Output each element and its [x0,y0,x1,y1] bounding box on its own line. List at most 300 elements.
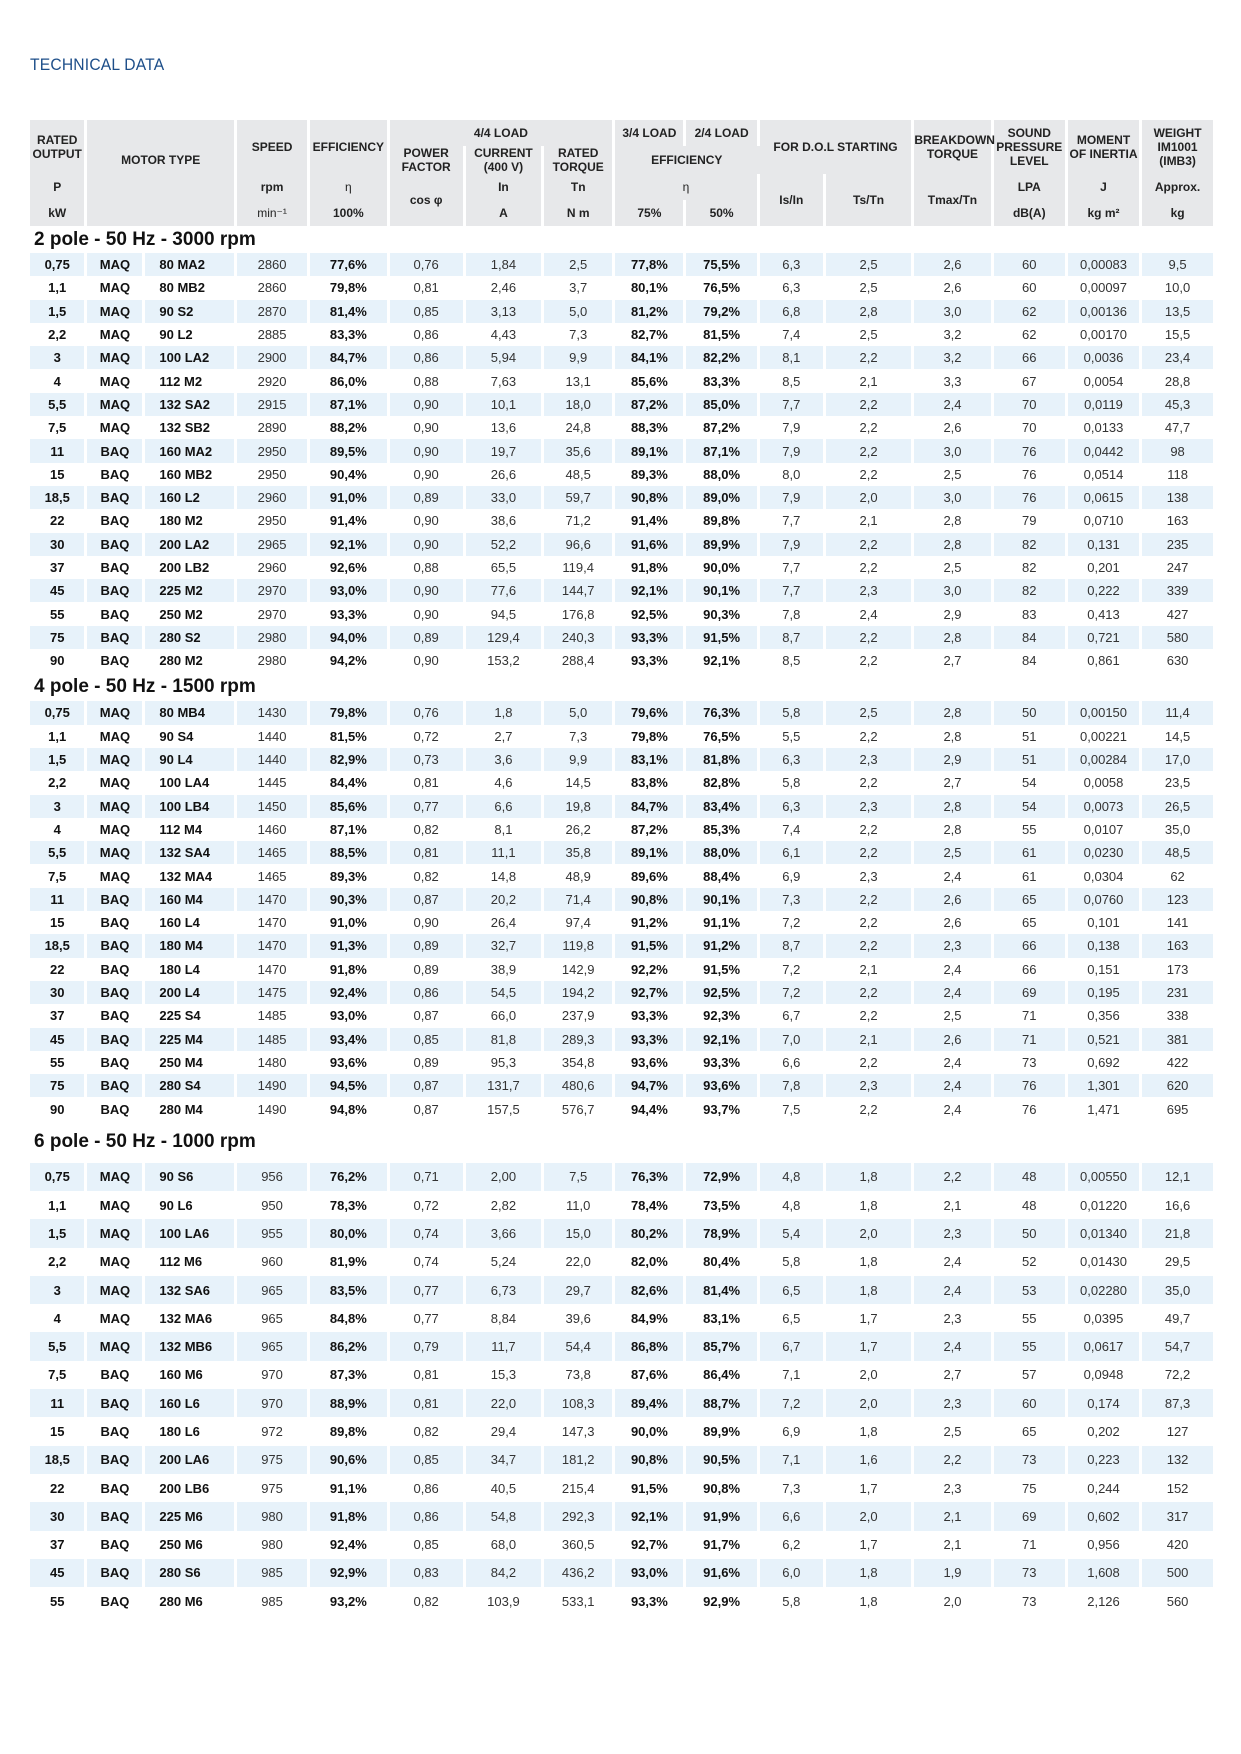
table-row [30,1248,1213,1276]
cell-weight: 427 [1166,606,1189,622]
cell-efficiency: 88,9% [309,1389,388,1417]
cell-ts-tn: 2,8 [824,300,912,323]
table-row [30,1389,1213,1417]
cell-ts-tn: 2,2 [824,934,912,957]
cell-current: 3,6 [464,748,542,771]
cell-efficiency-50: 83,1% [685,1304,758,1332]
cell-current: 2,00 [464,1163,542,1191]
cell-ts-tn: 2,2 [824,1097,912,1120]
cell-sound-level: 66 [992,958,1066,981]
cell-weight: 16,6 [1164,1197,1191,1213]
table-row [30,725,1213,748]
cell-efficiency-75: 92,1% [614,1502,685,1530]
cell-sound-level: 75 [992,1474,1066,1502]
cell-power-factor: 0,82 [388,1417,464,1445]
cell-speed: 2950 [235,509,308,532]
cell-series: BAQ [86,649,144,672]
cell-rated-torque: 533,1 [543,1587,614,1615]
table-row [30,300,1213,323]
cell-power-factor: 0,90 [388,602,464,625]
cell-ts-tn: 1,8 [824,1417,912,1445]
cell-weight: 500 [1141,1559,1213,1587]
table-row [30,1587,1213,1615]
cell-speed: 956 [235,1163,308,1191]
cell-is-in: 7,4 [758,323,824,346]
table-row [30,1004,1213,1027]
cell-tmax-tn: 2,3 [913,934,992,957]
cell-frame: 280 S4 [144,1074,236,1097]
cell-efficiency: 81,9% [309,1248,388,1276]
cell-power-factor: 0,74 [388,1248,464,1276]
cell-sound-level: 55 [992,818,1066,841]
cell-efficiency-75: 79,8% [614,725,685,748]
section-title: 4 pole - 50 Hz - 1500 rpm [30,672,1213,701]
cell-frame: 80 MB4 [144,701,236,724]
cell-series: BAQ [86,934,144,957]
cell-weight: 12,1 [1141,1163,1213,1191]
cell-speed: 2980 [235,649,308,672]
header-symbol-p: P [30,174,86,200]
cell-frame: 250 M6 [144,1531,236,1559]
cell-rated-output: 3 [30,1276,86,1304]
header-symbol-cos: cos φ [388,174,464,226]
cell-is-in: 6,6 [758,1502,824,1530]
cell-inertia: 0,01430 [1066,1248,1140,1276]
cell-current: 15,3 [464,1361,542,1389]
cell-is-in: 7,7 [758,509,824,532]
header-symbol-lpa: LPA [992,174,1066,200]
cell-speed: 2900 [235,346,308,369]
cell-ts-tn: 2,0 [824,1361,912,1389]
cell-efficiency-75: 91,5% [614,934,685,957]
header-symbol-approx: Approx. [1141,174,1213,200]
cell-inertia: 0,00083 [1066,253,1140,276]
cell-inertia: 0,0304 [1066,864,1140,887]
cell-ts-tn: 2,1 [824,509,912,532]
cell-frame: 280 S2 [144,626,236,649]
cell-efficiency-75: 92,7% [614,981,685,1004]
cell-tmax-tn: 2,4 [913,1248,992,1276]
cell-rated-output: 11 [30,888,86,911]
cell-series: MAQ [86,369,144,392]
cell-rated-output: 30 [30,981,86,1004]
cell-efficiency-75: 84,1% [614,346,685,369]
cell-ts-tn: 1,7 [824,1474,912,1502]
cell-efficiency-75: 83,8% [614,771,685,794]
table-row [30,888,1213,911]
cell-tmax-tn: 2,6 [913,253,992,276]
cell-rated-output: 3 [30,795,86,818]
cell-efficiency-75: 94,7% [614,1074,685,1097]
cell-rated-torque: 71,4 [543,888,614,911]
cell-efficiency: 89,3% [309,864,388,887]
cell-tmax-tn: 2,0 [913,1587,992,1615]
cell-inertia: 0,0948 [1066,1361,1140,1389]
cell-weight: 580 [1141,626,1213,649]
cell-sound-level: 66 [992,346,1066,369]
cell-sound-level: 83 [992,602,1066,625]
cell-efficiency: 87,1% [309,818,388,841]
cell-rated-torque: 240,3 [543,626,614,649]
cell-is-in: 7,7 [758,579,824,602]
cell-efficiency-50: 82,2% [685,346,758,369]
cell-weight: 29,5 [1164,1254,1191,1270]
table-row [30,602,1213,625]
cell-rated-output: 1,1 [30,725,86,748]
table-row [30,463,1213,486]
cell-frame: 112 M2 [144,369,236,392]
cell-frame: 225 M2 [144,579,236,602]
cell-efficiency: 90,6% [309,1446,388,1474]
cell-sound-level: 76 [992,1097,1066,1120]
cell-series: BAQ [86,958,144,981]
cell-ts-tn: 2,2 [824,771,912,794]
cell-weight: 45,3 [1141,393,1213,416]
table-row [30,1163,1213,1191]
cell-efficiency: 92,1% [309,533,388,556]
cell-power-factor: 0,86 [388,346,464,369]
cell-efficiency-50: 92,1% [685,649,758,672]
cell-inertia: 0,195 [1066,981,1140,1004]
cell-weight: 48,5 [1141,841,1213,864]
cell-is-in: 7,2 [758,1389,824,1417]
cell-ts-tn: 1,7 [824,1304,912,1332]
table-row [30,1028,1213,1051]
cell-speed: 1470 [235,958,308,981]
cell-efficiency-50: 92,9% [685,1587,758,1615]
table-row [30,818,1213,841]
cell-power-factor: 0,85 [388,1446,464,1474]
cell-efficiency-75: 93,3% [614,1587,685,1615]
cell-speed: 1450 [235,795,308,818]
table-row [30,934,1213,957]
table-row [30,1446,1213,1474]
cell-inertia: 0,138 [1066,934,1140,957]
cell-weight: 9,5 [1141,253,1213,276]
cell-current: 33,0 [464,486,542,509]
cell-frame: 132 MB6 [144,1332,236,1360]
cell-sound-level: 61 [992,841,1066,864]
header-unit-pct: 100% [309,200,388,226]
cell-ts-tn: 2,3 [824,748,912,771]
cell-efficiency-50: 88,0% [685,463,758,486]
cell-inertia: 0,356 [1066,1004,1140,1027]
cell-tmax-tn: 2,4 [913,1276,992,1304]
cell-efficiency-75: 82,7% [614,323,685,346]
cell-frame: 132 SA2 [144,393,236,416]
table-row [30,958,1213,981]
cell-efficiency-75: 84,9% [614,1304,685,1332]
table-row [30,771,1213,794]
cell-ts-tn: 2,1 [824,1028,912,1051]
cell-current: 6,6 [464,795,542,818]
header-symbol-j: J [1066,174,1140,200]
cell-efficiency-75: 80,1% [614,276,685,299]
cell-inertia: 0,0119 [1066,393,1140,416]
cell-efficiency-50: 90,5% [685,1446,758,1474]
table-row [30,486,1213,509]
cell-power-factor: 0,76 [388,701,464,724]
cell-ts-tn: 1,6 [824,1446,912,1474]
table-row [30,346,1213,369]
table-row [30,1332,1213,1360]
cell-power-factor: 0,74 [388,1219,464,1247]
cell-speed: 2980 [235,626,308,649]
cell-ts-tn: 2,2 [824,1051,912,1074]
cell-efficiency-75: 89,3% [614,463,685,486]
cell-series: MAQ [86,795,144,818]
cell-rated-torque: 24,8 [543,416,614,439]
header-unit-min: min⁻¹ [235,200,308,226]
cell-efficiency-75: 82,0% [614,1248,685,1276]
cell-series: BAQ [86,888,144,911]
cell-tmax-tn: 2,4 [913,981,992,1004]
cell-efficiency-50: 93,6% [685,1074,758,1097]
cell-rated-torque: 29,7 [543,1276,614,1304]
cell-power-factor: 0,82 [388,1587,464,1615]
header-symbol-eta: η [309,174,388,200]
cell-rated-output: 7,5 [30,864,86,887]
cell-sound-level: 54 [992,771,1066,794]
cell-efficiency: 84,7% [309,346,388,369]
cell-sound-level: 52 [992,1248,1066,1276]
table-row [30,626,1213,649]
cell-rated-torque: 73,8 [543,1361,614,1389]
cell-efficiency-50: 83,3% [685,369,758,392]
cell-weight: 173 [1166,961,1189,977]
cell-speed: 965 [235,1276,308,1304]
cell-efficiency: 87,1% [309,393,388,416]
cell-sound-level: 71 [992,1004,1066,1027]
cell-ts-tn: 1,7 [824,1332,912,1360]
cell-rated-output: 45 [30,1028,86,1051]
cell-tmax-tn: 2,6 [913,276,992,299]
cell-efficiency-50: 90,1% [685,579,758,602]
cell-efficiency-75: 90,0% [614,1417,685,1445]
cell-efficiency-50: 76,3% [685,701,758,724]
cell-inertia: 0,00170 [1066,323,1140,346]
cell-ts-tn: 2,0 [824,486,912,509]
cell-rated-torque: 59,7 [543,486,614,509]
cell-sound-level: 79 [992,509,1066,532]
table-row [30,533,1213,556]
header-load-44: 4/4 LOAD [388,120,614,146]
cell-inertia: 0,01220 [1066,1191,1140,1219]
cell-tmax-tn: 2,5 [913,556,992,579]
cell-is-in: 5,8 [758,701,824,724]
cell-inertia: 0,0442 [1066,439,1140,462]
cell-tmax-tn: 3,0 [913,579,992,602]
cell-tmax-tn: 2,5 [913,1004,992,1027]
cell-frame: 225 M6 [144,1502,236,1530]
cell-is-in: 7,8 [758,602,824,625]
cell-sound-level: 82 [992,579,1066,602]
cell-efficiency-50: 82,8% [685,771,758,794]
cell-efficiency-50: 76,5% [685,725,758,748]
cell-weight: 620 [1141,1074,1213,1097]
cell-frame: 132 SB2 [144,416,236,439]
cell-efficiency: 77,6% [309,253,388,276]
cell-rated-torque: 237,9 [543,1004,614,1027]
cell-series: MAQ [86,323,144,346]
cell-is-in: 7,1 [758,1446,824,1474]
cell-weight: 21,8 [1141,1219,1213,1247]
cell-ts-tn: 1,7 [824,1531,912,1559]
cell-tmax-tn: 2,8 [913,509,992,532]
cell-rated-torque: 9,9 [543,748,614,771]
cell-weight: 15,5 [1164,327,1191,343]
cell-is-in: 5,5 [758,725,824,748]
cell-sound-level: 62 [992,323,1066,346]
cell-series: BAQ [86,1531,144,1559]
cell-efficiency-50: 87,1% [685,439,758,462]
cell-power-factor: 0,72 [388,725,464,748]
cell-frame: 200 LB2 [144,556,236,579]
cell-rated-output: 18,5 [30,1446,86,1474]
cell-ts-tn: 2,3 [824,1074,912,1097]
cell-weight: 231 [1141,981,1213,1004]
cell-weight: 138 [1141,486,1213,509]
cell-rated-output: 55 [30,1051,86,1074]
header-load-34: 3/4 LOAD [614,120,685,146]
cell-rated-output: 4 [30,369,86,392]
cell-frame: 280 S6 [144,1559,236,1587]
cell-efficiency: 79,8% [309,276,388,299]
cell-weight: 152 [1166,1480,1189,1496]
cell-rated-output: 22 [30,958,86,981]
cell-rated-output: 1,5 [30,748,86,771]
cell-efficiency-75: 87,2% [614,393,685,416]
cell-rated-torque: 289,3 [543,1028,614,1051]
cell-frame: 280 M6 [144,1587,236,1615]
cell-rated-torque: 18,0 [543,393,614,416]
cell-efficiency: 93,4% [309,1028,388,1051]
cell-is-in: 6,5 [758,1304,824,1332]
cell-rated-output: 2,2 [30,323,86,346]
cell-current: 38,6 [464,509,542,532]
cell-efficiency-75: 83,1% [614,748,685,771]
cell-current: 131,7 [464,1074,542,1097]
header-efficiency-partial: EFFICIENCY [614,146,758,174]
cell-sound-level: 53 [992,1276,1066,1304]
cell-power-factor: 0,85 [388,1531,464,1559]
cell-rated-output: 75 [30,626,86,649]
cell-rated-output: 4 [30,1304,86,1332]
cell-power-factor: 0,71 [388,1163,464,1191]
cell-efficiency: 92,4% [309,981,388,1004]
cell-rated-output: 5,5 [30,1332,86,1360]
cell-efficiency-50: 81,4% [685,1276,758,1304]
cell-sound-level: 60 [992,1389,1066,1417]
cell-frame: 80 MB2 [144,276,236,299]
cell-efficiency: 93,3% [309,602,388,625]
cell-weight: 630 [1166,653,1189,669]
cell-current: 103,9 [464,1587,542,1615]
cell-rated-output: 5,5 [30,393,86,416]
cell-rated-torque: 7,3 [543,323,614,346]
cell-efficiency: 94,8% [309,1097,388,1120]
cell-current: 95,3 [464,1051,542,1074]
cell-weight: 14,5 [1164,728,1191,744]
cell-rated-output: 7,5 [30,416,86,439]
cell-frame: 132 SA6 [144,1276,236,1304]
header-symbol-rpm: rpm [235,174,308,200]
cell-ts-tn: 2,2 [824,818,912,841]
cell-inertia: 0,692 [1066,1051,1140,1074]
cell-inertia: 0,0395 [1066,1304,1140,1332]
cell-is-in: 7,7 [758,556,824,579]
cell-is-in: 4,8 [758,1163,824,1191]
cell-ts-tn: 2,2 [824,1004,912,1027]
cell-is-in: 7,8 [758,1074,824,1097]
cell-efficiency-50: 72,9% [685,1163,758,1191]
cell-current: 8,84 [464,1304,542,1332]
cell-is-in: 7,3 [758,888,824,911]
cell-is-in: 6,9 [758,864,824,887]
cell-series: MAQ [86,818,144,841]
cell-rated-torque: 288,4 [543,649,614,672]
cell-rated-output: 30 [30,533,86,556]
cell-sound-level: 48 [992,1191,1066,1219]
cell-efficiency-50: 93,3% [685,1051,758,1074]
cell-current: 2,82 [464,1191,542,1219]
cell-current: 54,8 [464,1502,542,1530]
cell-sound-level: 67 [992,369,1066,392]
cell-efficiency: 89,5% [309,439,388,462]
cell-weight: 123 [1141,888,1213,911]
cell-sound-level: 69 [992,1502,1066,1530]
cell-series: MAQ [86,1304,144,1332]
cell-sound-level: 65 [992,1417,1066,1445]
cell-is-in: 8,0 [758,463,824,486]
cell-power-factor: 0,87 [388,1074,464,1097]
cell-tmax-tn: 2,4 [913,958,992,981]
cell-frame: 160 L4 [144,911,236,934]
cell-power-factor: 0,90 [388,463,464,486]
cell-speed: 1490 [235,1074,308,1097]
cell-is-in: 7,2 [758,958,824,981]
cell-current: 14,8 [464,864,542,887]
cell-is-in: 7,1 [758,1361,824,1389]
cell-efficiency-75: 86,8% [614,1332,685,1360]
cell-efficiency: 92,4% [309,1531,388,1559]
cell-inertia: 1,301 [1066,1074,1140,1097]
table-row [30,1474,1213,1502]
cell-efficiency: 94,5% [309,1074,388,1097]
cell-efficiency-75: 76,3% [614,1163,685,1191]
cell-current: 77,6 [464,579,542,602]
cell-tmax-tn: 2,4 [913,393,992,416]
cell-rated-output: 75 [30,1074,86,1097]
header-power-factor: POWER FACTOR [388,146,464,174]
cell-efficiency: 91,0% [309,486,388,509]
cell-weight: 62 [1170,868,1185,884]
cell-sound-level: 76 [992,439,1066,462]
cell-efficiency: 81,5% [309,725,388,748]
cell-rated-output: 15 [30,911,86,934]
cell-is-in: 6,1 [758,841,824,864]
cell-is-in: 5,4 [758,1219,824,1247]
cell-efficiency: 83,5% [309,1276,388,1304]
cell-efficiency-50: 91,7% [685,1531,758,1559]
cell-efficiency-50: 89,9% [685,533,758,556]
cell-efficiency-50: 80,4% [685,1248,758,1276]
cell-tmax-tn: 2,2 [913,1446,992,1474]
cell-speed: 980 [235,1502,308,1530]
cell-power-factor: 0,77 [388,795,464,818]
cell-inertia: 0,0760 [1066,888,1140,911]
page-title: TECHNICAL DATA [30,55,165,74]
